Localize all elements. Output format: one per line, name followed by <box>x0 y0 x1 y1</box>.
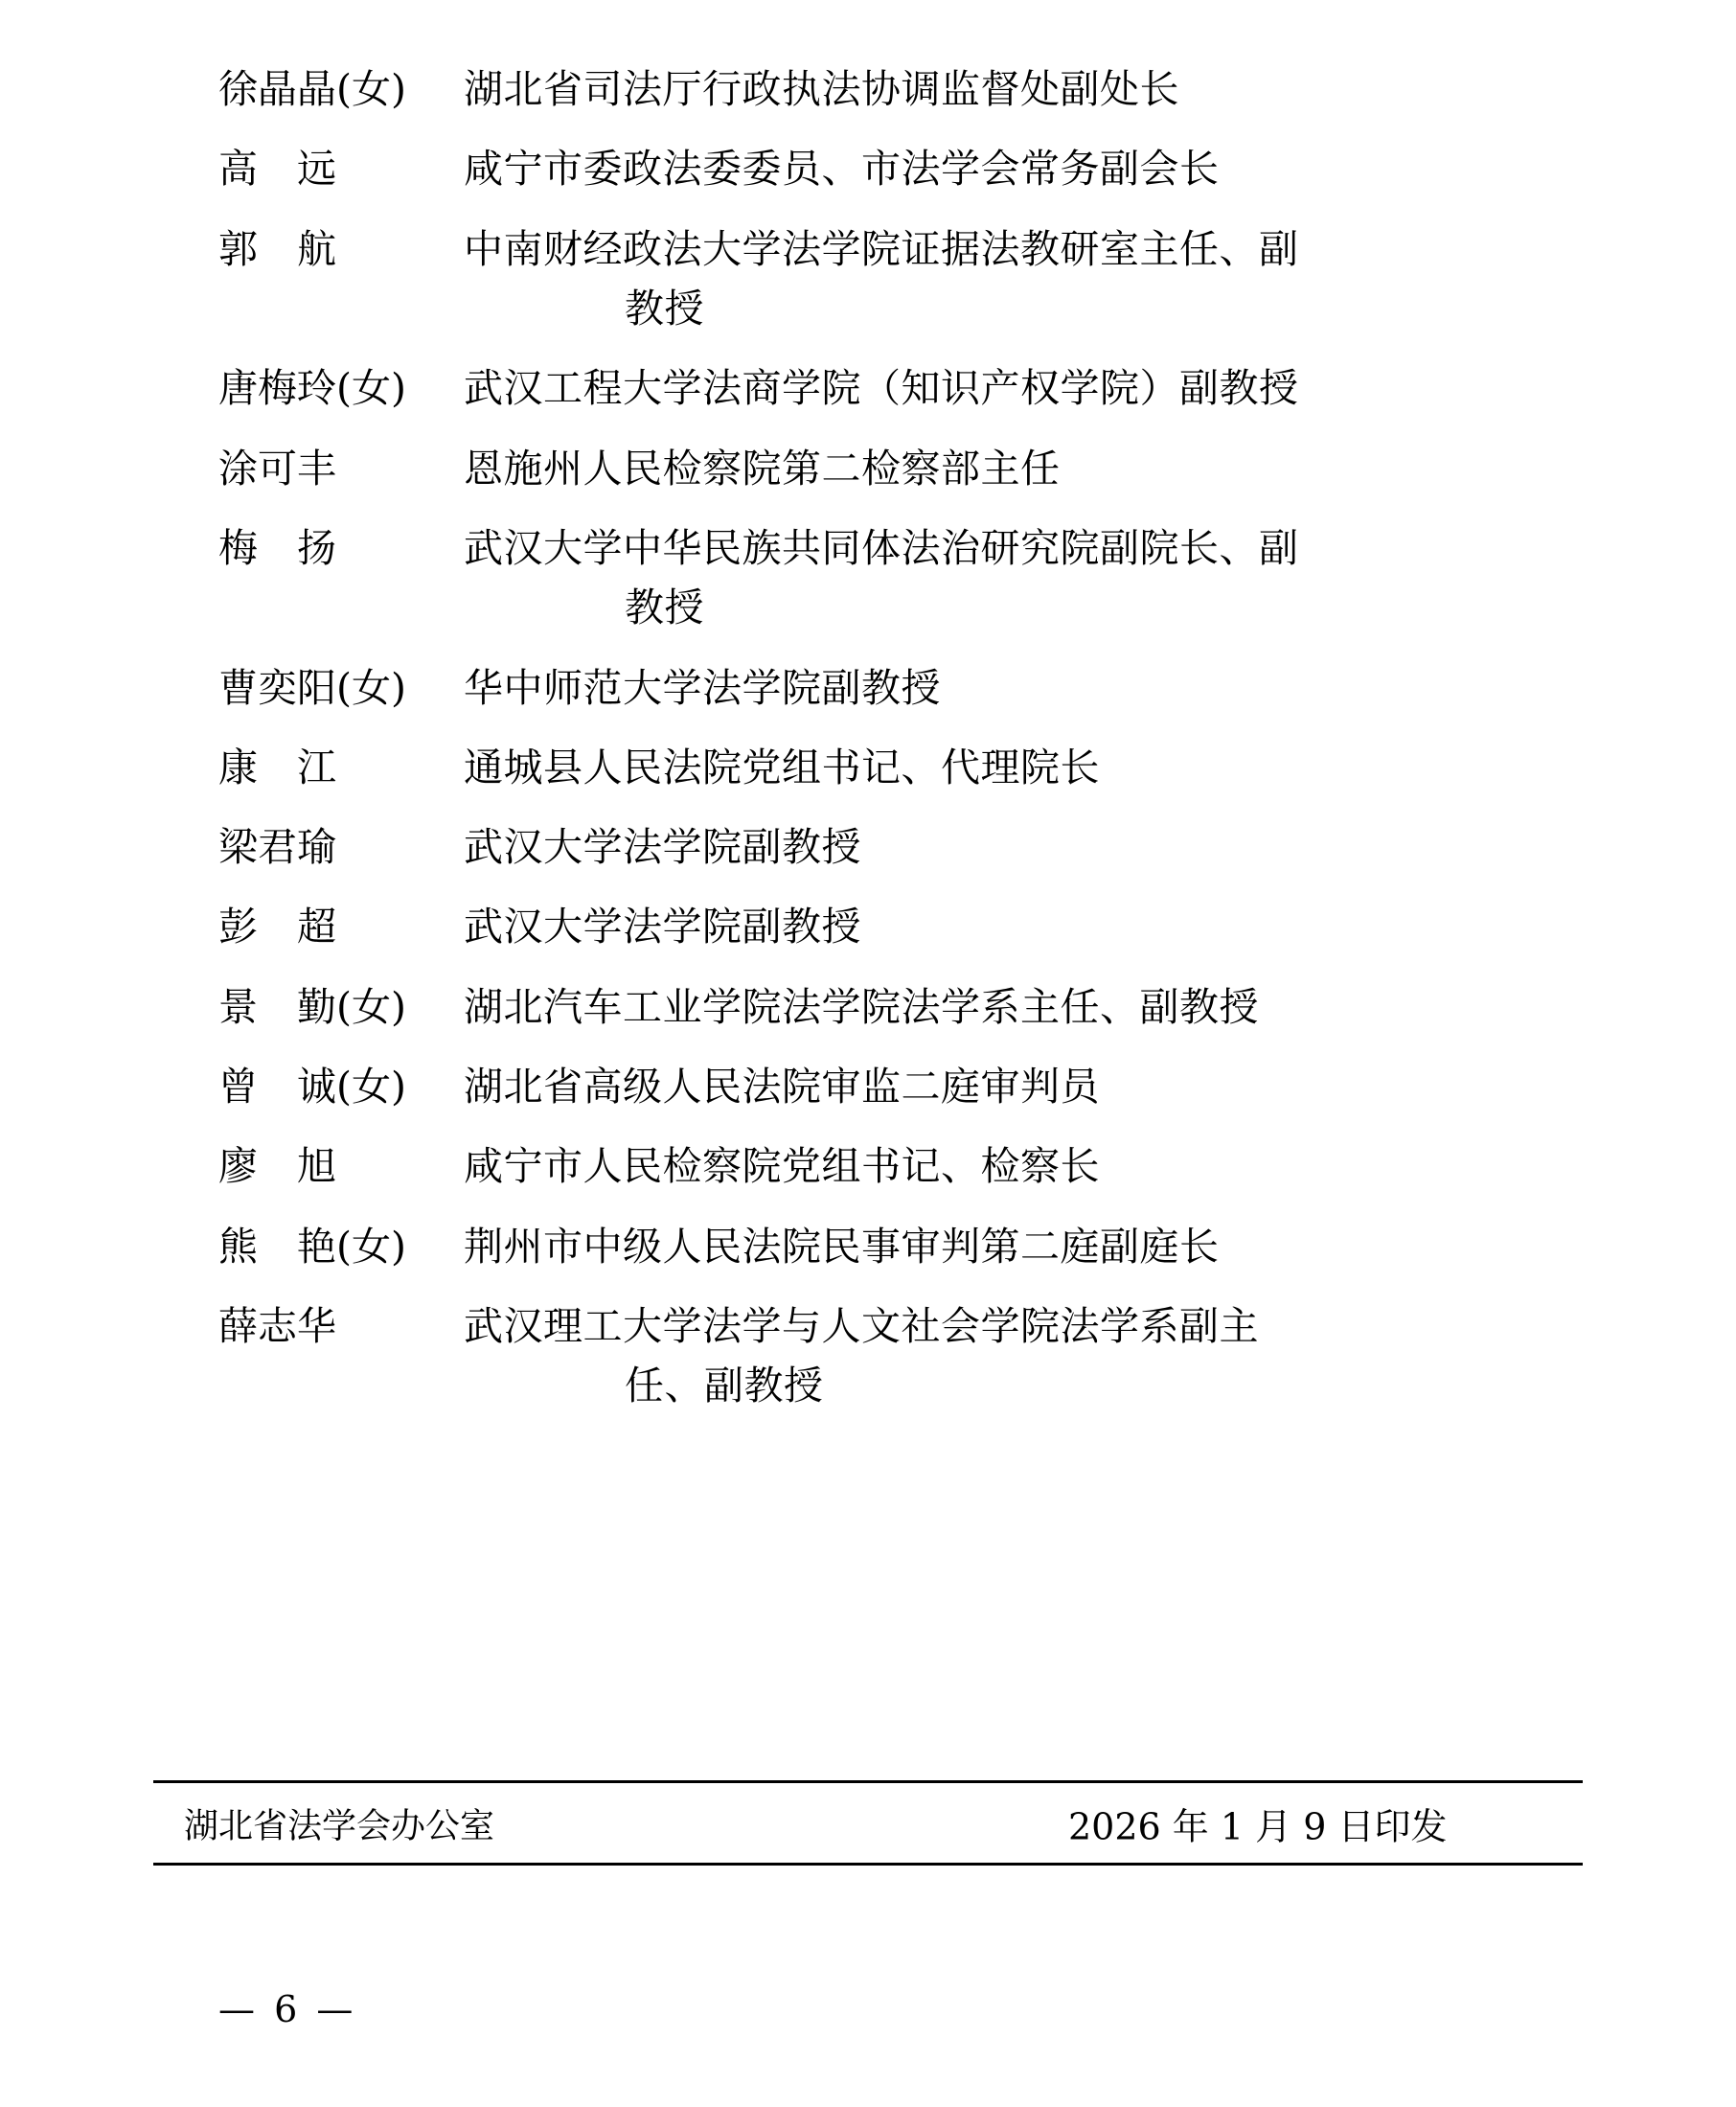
person-title-line: 恩施州人民检察院第二检察部主任 <box>464 445 1061 492</box>
person-name: 唐梅玲(女) <box>218 365 406 412</box>
person-name: 薛志华 <box>218 1303 336 1349</box>
person-name: 曾 诚(女) <box>218 1064 406 1111</box>
person-name: 梅 扬 <box>218 524 336 571</box>
person-title-continuation: 教授 <box>625 584 704 631</box>
person-title-line: 武汉大学法学院副教授 <box>464 904 861 950</box>
list-item <box>218 59 1521 119</box>
person-name: 涂可丰 <box>218 445 336 492</box>
person-name: 彭 超 <box>218 904 336 950</box>
person-name: 景 勤(女) <box>218 983 406 1030</box>
person-title <box>464 139 1521 198</box>
footer-divider-bottom <box>153 1863 1583 1866</box>
list-item <box>218 358 1521 418</box>
person-title-line: 武汉大学中华民族共同体法治研究院副院长、副 <box>464 524 1299 571</box>
footer-divider-top <box>153 1780 1583 1783</box>
person-name: 郭 航 <box>218 225 336 272</box>
list-item <box>218 817 1521 877</box>
person-title-continuation: 任、副教授 <box>625 1363 824 1409</box>
person-title <box>464 738 1521 797</box>
person-title <box>464 219 1521 339</box>
list-item <box>218 658 1521 718</box>
footer-issuer: 湖北省法学会办公室 <box>184 1806 495 1846</box>
person-title <box>464 1057 1521 1116</box>
person-title-line: 武汉大学法学院副教授 <box>464 824 861 871</box>
person-name: 高 远 <box>218 146 336 193</box>
list-item <box>218 897 1521 956</box>
person-name: 曹奕阳(女) <box>218 664 406 711</box>
list-item <box>218 1057 1521 1116</box>
person-title-line: 湖北汽车工业学院法学院法学系主任、副教授 <box>464 983 1259 1030</box>
list-item <box>218 738 1521 797</box>
list-item <box>218 219 1521 339</box>
list-item <box>218 139 1521 198</box>
footer <box>153 1787 1583 1860</box>
footer-date: 2026 年 1 月 9 日印发 <box>1068 1805 1448 1848</box>
list-item <box>218 977 1521 1037</box>
person-title-line: 通城县人民法院党组书记、代理院长 <box>464 744 1100 790</box>
name-list <box>218 59 1521 1436</box>
person-title-line: 中南财经政法大学法学院证据法教研室主任、副 <box>464 225 1299 272</box>
list-item <box>218 1296 1521 1416</box>
person-title-line: 荆州市中级人民法院民事审判第二庭副庭长 <box>464 1223 1220 1270</box>
person-title <box>464 897 1521 956</box>
page-number: — 6 — <box>218 1988 357 2030</box>
person-title <box>464 1217 1521 1276</box>
person-title <box>464 439 1521 498</box>
person-title <box>464 658 1521 718</box>
person-name: 熊 艳(女) <box>218 1223 406 1270</box>
person-title-line: 华中师范大学法学院副教授 <box>464 664 941 711</box>
person-title <box>464 977 1521 1037</box>
person-title-line: 武汉工程大学法商学院（知识产权学院）副教授 <box>464 365 1299 412</box>
person-name: 徐晶晶(女) <box>218 66 406 112</box>
person-title <box>464 358 1521 418</box>
person-title-line: 咸宁市委政法委委员、市法学会常务副会长 <box>464 146 1220 193</box>
person-title <box>464 518 1521 638</box>
person-title <box>464 59 1521 119</box>
person-name: 康 江 <box>218 744 336 790</box>
list-item <box>218 1217 1521 1276</box>
person-name: 廖 旭 <box>218 1143 336 1190</box>
person-title <box>464 1296 1521 1416</box>
person-name: 梁君瑜 <box>218 824 336 871</box>
list-item <box>218 518 1521 638</box>
person-title-line: 咸宁市人民检察院党组书记、检察长 <box>464 1143 1100 1190</box>
person-title-continuation: 教授 <box>625 285 704 332</box>
person-title <box>464 1136 1521 1196</box>
person-title-line: 湖北省高级人民法院审监二庭审判员 <box>464 1064 1100 1111</box>
list-item <box>218 439 1521 498</box>
person-title <box>464 817 1521 877</box>
person-title-line: 湖北省司法厅行政执法协调监督处副处长 <box>464 66 1179 112</box>
person-title-line: 武汉理工大学法学与人文社会学院法学系副主 <box>464 1303 1259 1349</box>
list-item <box>218 1136 1521 1196</box>
